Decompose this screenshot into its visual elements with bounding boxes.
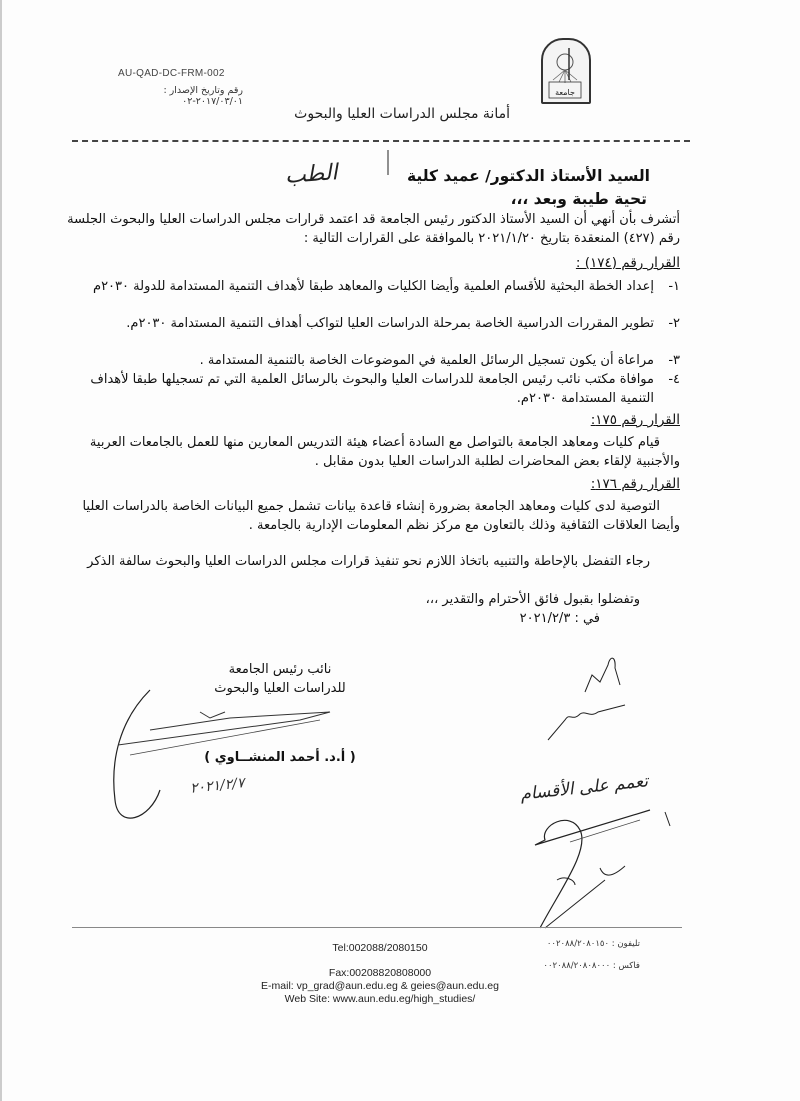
decision-175-title: القرار رقم ١٧٥: xyxy=(590,412,680,428)
footer-fax-ar: فاكس : ٠٠٢٠٨٨/٢٠٨٠٨٠٠٠ xyxy=(543,961,640,971)
item-number: ١- xyxy=(668,279,680,294)
handwritten-note: تعمم على الأقسام xyxy=(519,771,649,805)
footer-tel: Tel:002088/2080150 xyxy=(332,942,428,954)
university-logo xyxy=(541,38,591,104)
footer-divider xyxy=(72,927,682,928)
vp-signature-stroke xyxy=(200,712,225,718)
footer-tel-ar: تليفون : ٠٠٢٠٨٨/٢٠٨٠١٥٠ xyxy=(546,939,640,949)
signatory-name: ( أ.د. أحمد المنشــاوي ) xyxy=(204,750,356,765)
issue-number-date xyxy=(103,85,243,107)
item-number: ٢- xyxy=(668,316,680,331)
dean-signature-stroke xyxy=(557,878,575,885)
footer-website[interactable]: Web Site: www.aun.edu.eg/high_studies/ xyxy=(284,993,476,1005)
date-value: ٢٠٢١/٢/٣ xyxy=(519,611,571,626)
decision-174-title: القرار رقم (١٧٤) : xyxy=(575,255,680,271)
item-number: ٣- xyxy=(668,353,680,368)
dean-signature-stroke xyxy=(570,820,640,842)
svg-text:جامعة: جامعة xyxy=(555,88,575,97)
vp-signature-stroke xyxy=(114,690,160,818)
decision-176-text: التوصية لدى كليات ومعاهد الجامعة بضرورة إنشاء قاعدة بيانات تشمل جميع البيانات الخاصة بالدراسات العليا وأيضا العلاقات الثقافية وذلك بالتعاون مع مركز نظم المعلومات الإدارية بالجامعة . xyxy=(82,499,680,533)
dean-signature-stroke xyxy=(600,866,625,875)
letter-date xyxy=(520,611,600,626)
addressee: السيد الأستاذ الدكتور/ عميد كلية xyxy=(406,167,650,185)
vp-signature-stroke xyxy=(118,712,330,745)
issue-label: رقم وتاريخ الإصدار : xyxy=(163,85,243,96)
item-text: إعداد الخطة البحثية للأقسام العلمية وأيضا الكليات والمعاهد طبقا لأهداف التنمية المستدامة للدولة ٢٠٣٠م xyxy=(93,279,654,294)
dean-signature-stroke xyxy=(535,810,650,928)
regards: وتفضلوا بقبول فائق الأحترام والتقدير ،،، xyxy=(425,592,640,607)
handwritten-date: ٢٠٢١/٢/٧ xyxy=(189,775,246,797)
decision-item xyxy=(60,370,680,408)
footer-contact-ar xyxy=(500,933,640,977)
intro-paragraph: أتشرف بأن أنهي أن السيد الأستاذ الدكتور رئيس الجامعة قد اعتمد قرارات مجلس الدراسات العليا والبحوث الجلسة رقم (٤٢٧) المنعقدة بتاريخ ٢٠٢١/١/٢٠ بالموافقة على القرارات التالية : xyxy=(67,212,680,246)
decision-item xyxy=(60,314,680,333)
decision-item xyxy=(60,277,680,296)
footer-fax: Fax:00208820808000 xyxy=(328,967,432,979)
initial-signature-stroke xyxy=(585,658,620,692)
department-title: أمانة مجلس الدراسات العليا والبحوث xyxy=(294,106,510,122)
signatory-title-line1: نائب رئيس الجامعة xyxy=(228,662,332,677)
item-text: مراعاة أن يكون تسجيل الرسائل العلمية في الموضوعات الخاصة بالتنمية المستدامة . xyxy=(199,353,654,368)
decision-176-title: القرار رقم ١٧٦: xyxy=(590,476,680,492)
greeting: تحية طيبة وبعد ،،، xyxy=(510,190,647,208)
logo-emblem-icon xyxy=(543,40,589,102)
header-divider xyxy=(72,140,690,142)
scan-edge xyxy=(0,0,2,1101)
initial-signature-stroke xyxy=(548,705,625,740)
decision-175-text: قيام كليات ومعاهد الجامعة بالتواصل مع السادة أعضاء هيئة التدريس المعارين منها للعمل بالجامعات العربية والأجنبية لإلقاء بعض المحاضرات لطلبة الدراسات العليا بدون مقابل . xyxy=(89,435,680,469)
dean-signature-stroke xyxy=(665,812,670,826)
issue-value: ٢٠١٧/٠٣/٠١-٠٢ xyxy=(182,96,243,107)
closing-paragraph: رجاء التفضل بالإحاطة والتنبيه باتخاذ اللازم نحو تنفيذ قرارات مجلس الدراسات العليا والبحوث سالفة الذكر xyxy=(87,554,650,569)
dean-signature-stroke xyxy=(545,880,605,928)
item-text: تطوير المقررات الدراسية الخاصة بمرحلة الدراسات العليا لتواكب أهداف التنمية المستدامة ٢٠٣٠م. xyxy=(126,316,654,331)
form-code: AU-QAD-DC-FRM-002 xyxy=(118,68,225,79)
date-label: في : xyxy=(574,611,600,626)
footer-contact-en xyxy=(250,942,510,1006)
handwritten-faculty: الطب xyxy=(284,160,339,189)
item-text: موافاة مكتب نائب رئيس الجامعة للدراسات العليا والبحوث بالرسائل العلمية التي تم تسجيلها طبقا لأهداف التنمية المستدامة ٢٠٣٠م. xyxy=(90,372,654,406)
signatory-title-line2: للدراسات العليا والبحوث xyxy=(214,681,346,696)
item-number: ٤- xyxy=(668,372,680,387)
signatory-title xyxy=(180,660,380,698)
decision-item xyxy=(60,351,680,370)
footer-email[interactable]: E-mail: vp_grad@aun.edu.eg & geies@aun.edu.eg xyxy=(261,980,499,992)
